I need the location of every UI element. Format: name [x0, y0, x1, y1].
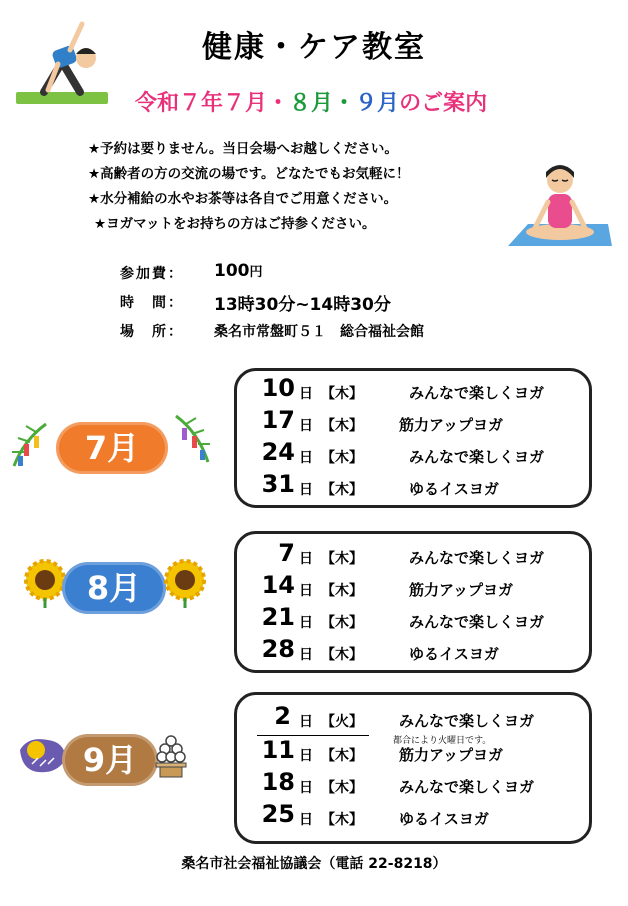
day-number: 18	[261, 768, 295, 796]
yoga-stretch-person-icon	[14, 18, 110, 110]
weekday: 【木】	[321, 450, 363, 466]
day-unit: 日	[299, 615, 313, 631]
fee-amount: 100	[214, 261, 250, 281]
day-number: 7	[278, 539, 295, 567]
place-label: 場 所：	[120, 324, 184, 340]
class-name: みんなで楽しくヨガ	[399, 778, 535, 796]
day-unit: 日	[299, 583, 313, 599]
schedule-row	[237, 768, 589, 803]
footer-organizer: 桑名市社会福祉協議会（電話 22-8218）	[181, 856, 447, 872]
weekday: 【木】	[321, 812, 363, 828]
tsukimi-dango-icon	[154, 734, 188, 778]
sunflower-icon	[162, 558, 208, 608]
day-unit: 日	[299, 812, 313, 828]
note-item: ★予約は要りません。当日会場へお越しください。	[88, 141, 398, 157]
class-name: ゆるイスヨガ	[399, 810, 489, 828]
yoga-meditation-person-icon	[504, 158, 614, 250]
weekday: 【木】	[321, 647, 363, 663]
day-number: 21	[261, 603, 295, 631]
badge-august: 8月	[62, 562, 166, 614]
weekday: 【木】	[321, 418, 363, 434]
weekday: 【木】	[321, 615, 363, 631]
schedule-row	[237, 800, 589, 835]
weekday: 【木】	[321, 583, 363, 599]
day-unit: 日	[299, 714, 313, 730]
note-item: ★ヨガマットをお持ちの方はご持参ください。	[94, 216, 376, 232]
badge-july: 7月	[56, 422, 168, 474]
place-value: 桑名市常盤町５１ 総合福祉会館	[214, 324, 424, 340]
day-unit: 日	[299, 748, 313, 764]
class-name: みんなで楽しくヨガ	[409, 549, 545, 567]
schedule-row	[237, 736, 589, 771]
schedule-august	[234, 531, 592, 673]
day-number: 10	[261, 374, 295, 402]
class-name: みんなで楽しくヨガ	[409, 613, 545, 631]
notes-list	[88, 137, 410, 237]
day-unit: 日	[299, 551, 313, 567]
class-name: みんなで楽しくヨガ	[409, 384, 545, 402]
subtitle	[135, 86, 487, 117]
weekday: 【木】	[321, 551, 363, 567]
class-name: ゆるイスヨガ	[409, 645, 499, 663]
fee-value	[214, 261, 263, 281]
day-number: 28	[261, 635, 295, 663]
schedule-row	[237, 539, 589, 574]
day-unit: 日	[299, 647, 313, 663]
schedule-september	[234, 692, 592, 844]
day-unit: 日	[299, 780, 313, 796]
class-name: 筋力アップヨガ	[399, 746, 503, 764]
schedule-row	[237, 470, 589, 505]
tanabata-bamboo-icon	[170, 412, 214, 466]
schedule-row	[237, 374, 589, 409]
schedule-row	[237, 571, 589, 606]
fee-unit: 円	[249, 265, 263, 280]
weekday: 【木】	[321, 748, 363, 764]
note-item: ★高齢者の方の交流の場です。どなたでもお気軽に！	[88, 166, 410, 182]
note-item: ★水分補給の水やお茶等は各自でご用意ください。	[88, 191, 398, 207]
day-unit: 日	[299, 482, 313, 498]
day-number: 24	[261, 438, 295, 466]
schedule-row	[237, 406, 589, 441]
day-unit: 日	[299, 418, 313, 434]
weekday: 【火】	[321, 714, 363, 730]
day-number: 14	[261, 571, 295, 599]
weekday: 【木】	[321, 386, 363, 402]
badge-september: 9月	[62, 734, 158, 786]
schedule-july	[234, 368, 592, 508]
moon-pampas-icon	[18, 730, 68, 776]
sunflower-icon	[22, 558, 68, 608]
weekday: 【木】	[321, 482, 363, 498]
subtitle-august: ８月	[289, 91, 334, 116]
day-unit: 日	[299, 450, 313, 466]
class-name: みんなで楽しくヨガ	[399, 712, 535, 730]
day-number: 25	[261, 800, 295, 828]
class-name: 筋力アップヨガ	[399, 416, 503, 434]
schedule-row	[237, 438, 589, 473]
day-number: 17	[261, 406, 295, 434]
day-number: 31	[261, 470, 295, 498]
tanabata-bamboo-icon	[10, 420, 52, 470]
subtitle-dot: ・	[333, 91, 356, 116]
subtitle-part1: 令和７年７月・	[135, 91, 290, 116]
page-title: 健康・ケア教室	[202, 30, 426, 65]
fee-label: 参加費：	[120, 266, 184, 282]
class-name: ゆるイスヨガ	[409, 480, 499, 498]
class-name: 筋力アップヨガ	[409, 581, 513, 599]
schedule-note: 都合により火曜日です。	[393, 736, 492, 746]
time-label: 時 間：	[120, 295, 184, 311]
subtitle-suffix: のご案内	[399, 91, 488, 116]
subtitle-september: ９月	[355, 91, 400, 116]
day-number: 2	[274, 702, 291, 730]
schedule-row	[237, 635, 589, 670]
time-value: 13時30分~14時30分	[214, 295, 391, 315]
weekday: 【木】	[321, 780, 363, 796]
day-unit: 日	[299, 386, 313, 402]
class-name: みんなで楽しくヨガ	[409, 448, 545, 466]
day-number: 11	[261, 736, 295, 764]
schedule-row	[237, 603, 589, 638]
